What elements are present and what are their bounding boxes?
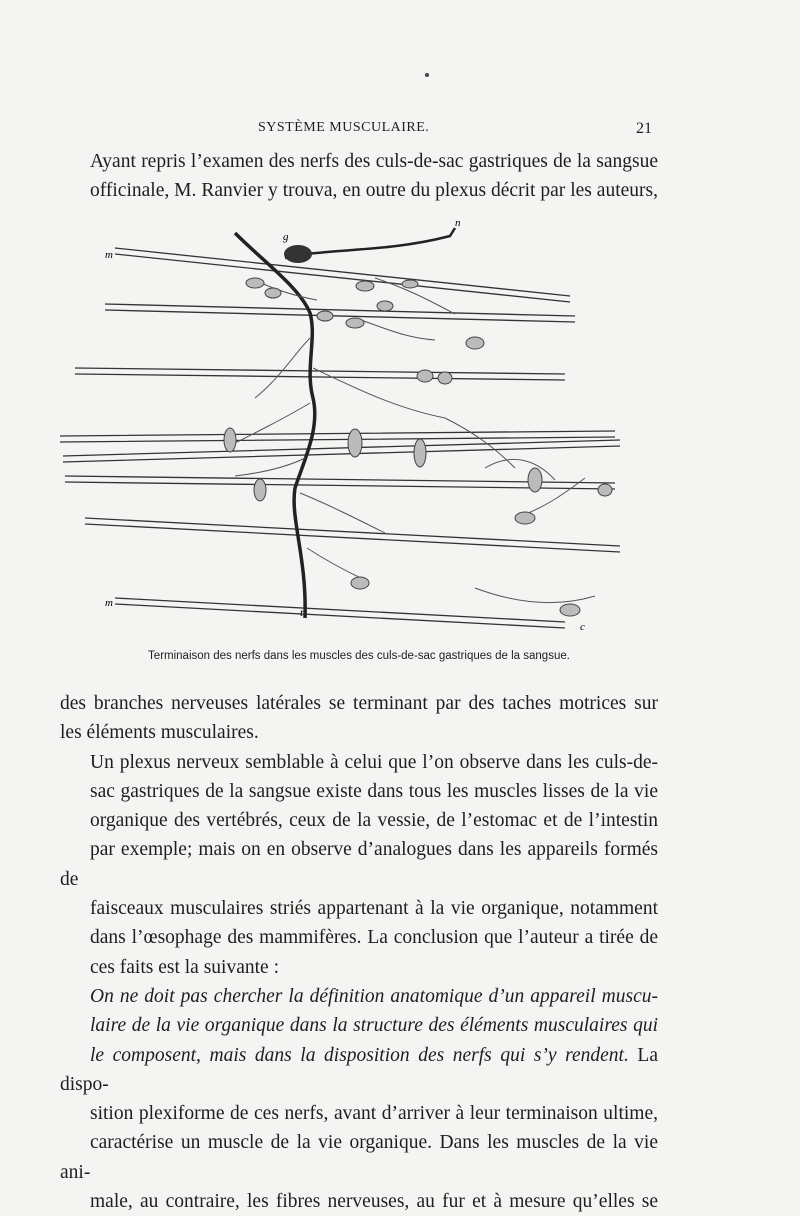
muscle-fibers [60,248,620,628]
text-line: officinale, M. Ranvier y trouva, en outre du plexus décrit par les auteurs, [90,180,658,202]
page-number: 21 [636,120,652,137]
text-line: sition plexiforme de ces nerfs, avant d’arriver à leur terminaison ultime, [90,1103,658,1125]
label-m-top: m [105,249,113,261]
label-g: g [283,231,289,243]
italic-text: On ne doit pas chercher la définition anatomique d’un appareil muscu- [90,985,658,1007]
text-line: sac gastriques de la sangsue existe dans tous les muscles lisses de la vie [90,780,658,802]
italic-text: le composent, mais dans la disposition des nerfs qui s’y rendent. [90,1044,629,1066]
text-line [60,1041,658,1100]
roman-text: La dispo- [60,1044,658,1095]
text-line: faisceaux musculaires striés appartenant à la vie organique, notamment [90,898,658,920]
paragraph-conclusion [60,982,658,1216]
text-line: caractérise un muscle de la vie organique. Dans les muscles de la vie ani- [60,1132,658,1183]
text-line [60,1011,658,1040]
label-t: t [300,607,304,619]
label-n: n [455,218,461,229]
running-header [0,120,800,140]
label-c: c [580,621,585,633]
text-line [60,982,658,1011]
text-line: dans l’œsophage des mammifères. La conclusion que l’auteur a tirée de [90,927,658,949]
body-text [60,689,658,1216]
text-line: Un plexus nerveux semblable à celui que l’on observe dans les culs-de- [90,751,658,773]
text-line: les éléments musculaires. [60,722,259,744]
nerve-illustration [55,218,655,638]
paragraph-plexus [60,748,658,982]
top-paragraph [60,147,658,206]
ganglion-cell [284,245,312,263]
running-title: SYSTÈME MUSCULAIRE. [258,120,430,135]
nerve-drawing [55,218,655,638]
text-line: ces faits est la suivante : [90,956,279,978]
italic-text: laire de la vie organique dans la structure des éléments musculaires qui [90,1015,658,1037]
paragraph-continuation [60,689,658,748]
text-line: par exemple; mais on en observe d’analogues dans les appareils formés de [60,839,658,890]
text-line: des branches nerveuses latérales se terminant par des taches motrices sur [60,693,658,714]
text-line: male, au contraire, les fibres nerveuses, au fur et à mesure qu’elles se [90,1191,658,1213]
figure-caption: Terminaison des nerfs dans les muscles des culs-de-sac gastriques de la sangsue. [148,650,570,662]
label-m-bottom: m [105,597,113,609]
text-line: Ayant repris l’examen des nerfs des culs-de-sac gastriques de la sangsue [90,151,658,172]
motor-endplates [224,278,612,616]
decorative-dot [425,73,429,77]
text-line: organique des vertébrés, ceux de la vessie, de l’estomac et de l’intestin [90,810,658,832]
